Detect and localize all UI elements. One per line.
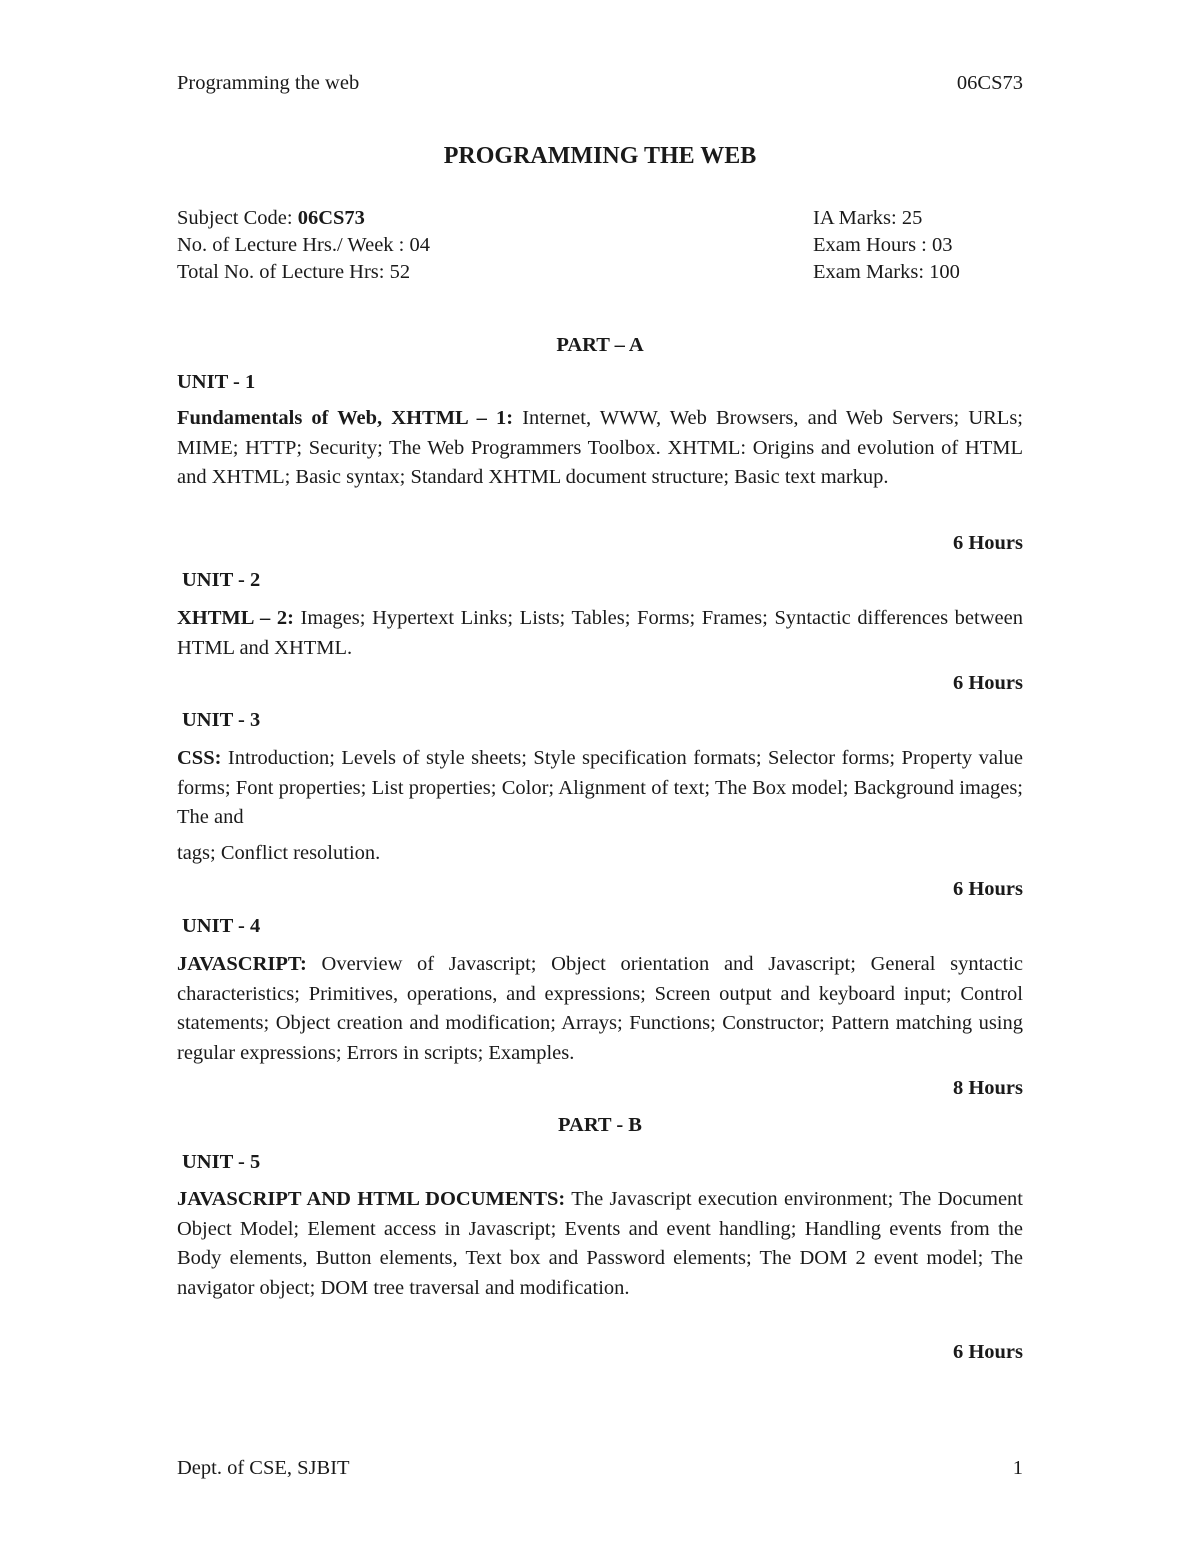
unit-2-heading: XHTML – 2:	[177, 607, 294, 629]
part-a-heading: PART – A	[556, 334, 644, 356]
running-header-title: Programming the web	[177, 72, 360, 94]
course-meta-right	[813, 205, 960, 286]
course-meta-left	[177, 205, 430, 286]
unit-2-hours: 6 Hours	[952, 672, 1023, 694]
exam-hours: Exam Hours : 03	[813, 234, 953, 256]
subject-code-label: Subject Code:	[177, 207, 298, 229]
unit-5-description	[177, 1185, 1023, 1303]
unit-3-label: UNIT - 3	[182, 709, 261, 731]
unit-3-body-continued: tags; Conflict resolution.	[177, 842, 381, 864]
unit-4-body: Overview of Javascript; Object orientation and Javascript; General syntactic characteristics; Primitives, operations, and expressions; Screen output and keyboard input; Control statements; Object creation and modification; Arrays; Functions; Constructor; Pattern matching using regular expressions; Errors in scripts; Examples.	[177, 953, 1023, 1064]
footer-department: Dept. of CSE, SJBIT	[177, 1457, 350, 1479]
unit-4-description	[177, 950, 1023, 1068]
unit-1-label: UNIT - 1	[177, 371, 256, 393]
total-lecture-hrs: Total No. of Lecture Hrs: 52	[177, 261, 411, 283]
ia-marks: IA Marks: 25	[813, 207, 923, 229]
subject-code-value: 06CS73	[297, 207, 365, 229]
unit-5-hours: 6 Hours	[952, 1341, 1023, 1363]
unit-4-heading: JAVASCRIPT:	[177, 953, 307, 975]
lecture-hrs-week: No. of Lecture Hrs./ Week : 04	[177, 234, 431, 256]
page-title: PROGRAMMING THE WEB	[443, 143, 757, 169]
unit-5-heading: JAVASCRIPT AND HTML DOCUMENTS:	[177, 1188, 566, 1210]
unit-3-heading: CSS:	[177, 747, 222, 769]
part-b-heading: PART - B	[558, 1114, 642, 1136]
running-header-code: 06CS73	[956, 72, 1023, 94]
footer-page-number: 1	[1012, 1457, 1023, 1479]
unit-1-description	[177, 404, 1023, 493]
unit-3-description	[177, 744, 1023, 833]
unit-5-body: The Javascript execution environment; The Document Object Model; Element access in Javascript; Events and event handling; Handling events from the Body elements, Button elements, Text box and Password elements; The DOM 2 event model; The navigator object; DOM tree traversal and modification.	[177, 1188, 1023, 1299]
unit-2-body: Images; Hypertext Links; Lists; Tables; Forms; Frames; Syntactic differences between HTML and XHTML.	[177, 607, 1023, 659]
unit-4-hours: 8 Hours	[952, 1077, 1023, 1099]
unit-3-body: Introduction; Levels of style sheets; Style specification formats; Selector forms; Property value forms; Font properties; List properties; Color; Alignment of text; The Box model; Background images; The and	[177, 747, 1023, 828]
subject-code	[177, 205, 430, 232]
unit-3-hours: 6 Hours	[952, 878, 1023, 900]
exam-marks: Exam Marks: 100	[813, 261, 960, 283]
unit-4-label: UNIT - 4	[182, 915, 261, 937]
unit-5-label: UNIT - 5	[182, 1151, 261, 1173]
unit-1-hours: 6 Hours	[952, 532, 1023, 554]
unit-2-description	[177, 604, 1023, 663]
unit-1-body: Internet, WWW, Web Browsers, and Web Servers; URLs; MIME; HTTP; Security; The Web Programmers Toolbox. XHTML: Origins and evolution of HTML and XHTML; Basic syntax; Standard XHTML document structure; Basic text markup.	[177, 407, 1023, 488]
unit-1-heading: Fundamentals of Web, XHTML – 1:	[177, 407, 514, 429]
unit-2-label: UNIT - 2	[182, 569, 261, 591]
